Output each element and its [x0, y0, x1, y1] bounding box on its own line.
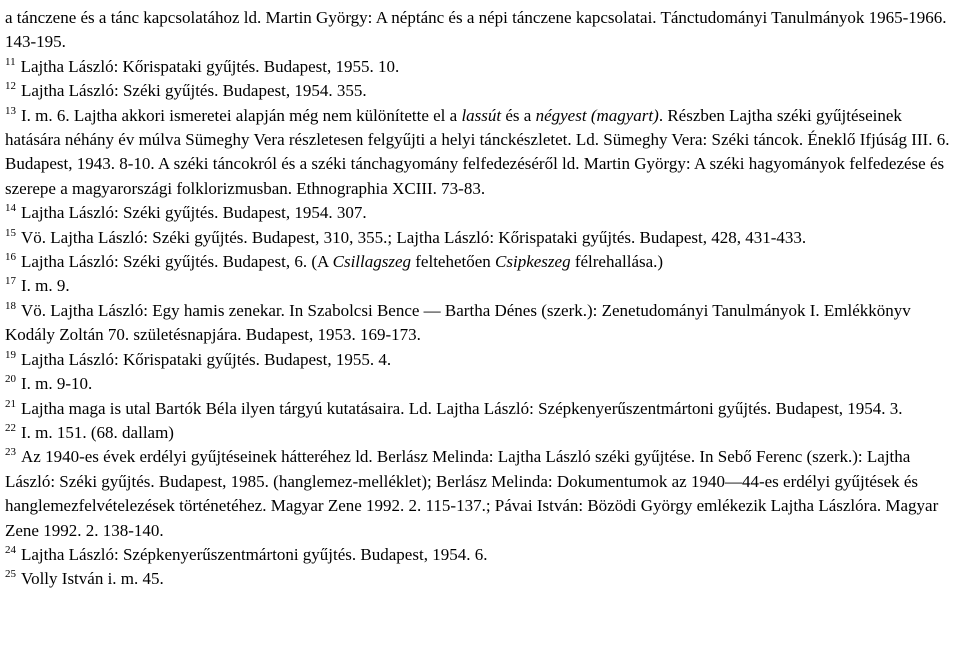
footnote	[5, 226, 955, 250]
footnote-text: Volly István i. m. 45.	[21, 569, 164, 589]
footnote	[5, 250, 955, 274]
footnote-number: 25	[5, 568, 16, 581]
footnote	[5, 445, 955, 543]
footnote-text: Lajtha László: Széki gyűjtés. Budapest, 6. (A	[21, 252, 333, 272]
footnote-text: feltehetően	[411, 252, 496, 272]
footnote-number: 22	[5, 421, 16, 434]
footnote	[5, 6, 955, 55]
footnote-text: Az 1940-es évek erdélyi gyűjtéseinek hátteréhez ld. Berlász Melinda: Lajtha László széki gyűjtése. In Sebő Ferenc (szerk.): Lajtha László: Széki gyűjtés. Budapest, 1985. (hanglemez-melléklet); Berlász Melinda: Dokumentumok az 1940—44-es erdélyi gyűjtések és hanglemezfelvételezések történetéhez. Magyar Zene 1992. 2. 115-137.; Pávai István: Bözödi György emlékezik Lajtha Lászlóra. Magyar Zene 1992. 2. 138-140.	[5, 447, 939, 540]
footnote	[5, 397, 955, 421]
footnote	[5, 372, 955, 396]
footnote-number: 11	[5, 55, 16, 68]
footnote-italic-text: lassút	[461, 105, 502, 125]
footnote	[5, 79, 955, 103]
footnote-text: Lajtha László: Széki gyűjtés. Budapest, 1954. 307.	[21, 203, 367, 223]
footnote-text: Lajtha László: Széki gyűjtés. Budapest, 1954. 355.	[21, 81, 367, 101]
footnote	[5, 201, 955, 225]
footnote-text: Lajtha László: Kőrispataki gyűjtés. Budapest, 1955. 10.	[20, 56, 400, 76]
footnote-text: Vö. Lajtha László: Széki gyűjtés. Budapest, 310, 355.; Lajtha László: Kőrispataki gyűjtés. Budapest, 428, 431-433.	[21, 227, 807, 247]
footnote-text: a tánczene és a tánc kapcsolatához ld. Martin György: A néptánc és a népi tánczene kapcsolatai. Tánctudományi Tanulmányok 1965-1966. 143-195.	[5, 8, 947, 52]
footnote	[5, 55, 955, 79]
footnote	[5, 421, 955, 445]
footnote	[5, 348, 955, 372]
footnote-text: I. m. 6. Lajtha akkori ismeretei alapján még nem különítette el a	[21, 105, 462, 125]
footnote-text: I. m. 151. (68. dallam)	[21, 422, 174, 442]
footnote-text: . Részben Lajtha széki gyűjtéseinek hatására néhány év múlva Sümeghy Vera részletesen felgyűjti a helyi tánckészletet. Ld. Sümeghy Vera: Széki táncok. Éneklő Ifjúság III. 6. Budapest, 1943. 8-10. A széki táncokról és a széki tánchagyomány felfedezéséről ld. Martin György: A széki hagyományok felfedezése és szerepe a magyarországi folklorizmusban. Ethnographia XCIII. 73-83.	[5, 105, 950, 198]
footnote-number: 23	[5, 446, 16, 459]
footnote-text: Lajtha László: Kőrispataki gyűjtés. Budapest, 1955. 4.	[21, 349, 392, 369]
footnote-number: 19	[5, 348, 16, 361]
footnote-number: 14	[5, 202, 16, 215]
footnote-number: 16	[5, 251, 16, 264]
footnote-text: I. m. 9-10.	[21, 374, 93, 394]
footnote-number: 12	[5, 80, 16, 93]
footnote-text: és a	[501, 105, 536, 125]
footnote	[5, 543, 955, 567]
footnote-number: 20	[5, 373, 16, 386]
footnote-number: 13	[5, 104, 16, 117]
footnote-text: Vö. Lajtha László: Egy hamis zenekar. In Szabolcsi Bence — Bartha Dénes (szerk.): Zenetudományi Tanulmányok I. Emlékkönyv Kodály Zoltán 70. születésnapjára. Budapest, 1953. 169-173.	[5, 300, 911, 345]
footnote-italic-text: Csipkeszeg	[495, 252, 571, 272]
footnote	[5, 567, 955, 591]
footnote-text: Lajtha maga is utal Bartók Béla ilyen tárgyú kutatásaira. Ld. Lajtha László: Szépkenyerűszentmártoni gyűjtés. Budapest, 1954. 3.	[21, 398, 903, 418]
footnotes-page	[5, 6, 955, 592]
footnote-text: I. m. 9.	[21, 276, 70, 296]
footnote	[5, 104, 955, 202]
footnote-number: 21	[5, 397, 16, 410]
footnote-number: 17	[5, 275, 16, 288]
footnote-list	[5, 6, 955, 592]
footnote-italic-text: négyest (magyart)	[535, 105, 659, 125]
footnote-text: félrehallása.)	[570, 252, 664, 272]
footnote	[5, 299, 955, 348]
footnote-text: Lajtha László: Szépkenyerűszentmártoni gyűjtés. Budapest, 1954. 6.	[21, 544, 488, 564]
footnote-number: 15	[5, 226, 16, 239]
footnote-number: 18	[5, 299, 16, 312]
footnote-number: 24	[5, 543, 16, 556]
footnote-italic-text: Csillagszeg	[332, 252, 412, 272]
footnote	[5, 274, 955, 298]
